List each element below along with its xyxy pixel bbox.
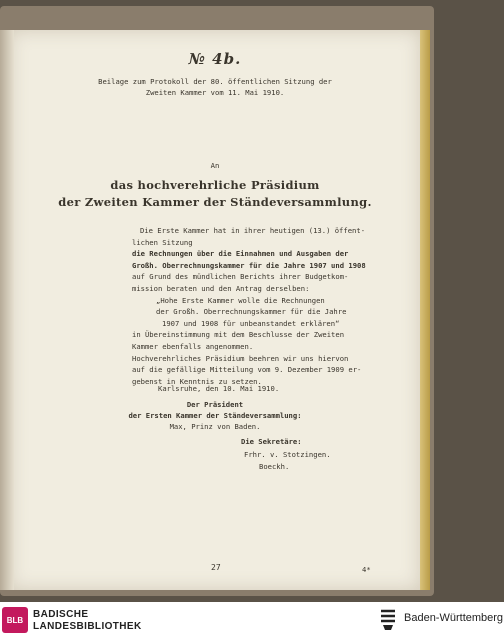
body-line: 1907 und 1908 für unbeanstandet erklären“ [162, 318, 340, 328]
addressee-an: An [210, 161, 220, 170]
body-line: Hochverehrliches Präsidium beehren wir uns hiervon [132, 353, 349, 363]
heading-line-1: das hochverehrliche Präsidium [110, 178, 320, 192]
body-line: der Großh. Oberrechnungskammer für die Jahre [156, 307, 347, 317]
body-line: gebenst in Kenntnis zu setzen. [132, 376, 262, 386]
body-line: Großh. Oberrechnungskammer für die Jahre 1907 und 1908 [132, 260, 366, 270]
heading-line-2: der Zweiten Kammer der Ständeversammlung. [58, 195, 372, 209]
president-title: Der Präsident [186, 400, 244, 409]
signature-mark: 4* [362, 565, 371, 574]
body-line: die Rechnungen über die Einnahmen und Ausgaben der [132, 249, 349, 259]
page-gutter [0, 30, 14, 590]
secretaries-title: Die Sekretäre: [241, 437, 302, 446]
beilage-line-1: Beilage zum Protokoll der 80. öffentlichen Sitzung der [98, 77, 332, 86]
body-line: auf die gefällige Mitteilung vom 9. Dezember 1909 er- [132, 365, 362, 375]
library-name-line-1: BADISCHE [33, 609, 89, 620]
secretary-1: Frhr. v. Stotzingen. [244, 450, 331, 459]
body-line: Kammer ebenfalls angenommen. [132, 341, 254, 351]
body-line: auf Grund des mündlichen Berichts ihrer Budgetkom- [132, 272, 349, 282]
page-number: 27 [211, 563, 221, 572]
secretary-2: Boeckh. [259, 462, 290, 471]
beilage-line-2: Zweiten Kammer vom 11. Mai 1910. [145, 88, 285, 97]
place-date: Karlsruhe, den 10. Mai 1910. [158, 384, 280, 393]
president-body: der Ersten Kammer der Ständeversammlung: [128, 411, 302, 420]
body-line: in Übereinstimmung mit dem Beschlusse der Zweiten [132, 330, 345, 340]
blb-logo[interactable]: BLB [2, 607, 28, 633]
body-line: lichen Sitzung [132, 237, 193, 247]
baden-wuerttemberg-lions-icon [378, 608, 398, 632]
body-line: mission beraten und den Antrag derselben: [132, 283, 310, 293]
president-name: Max, Prinz von Baden. [169, 422, 261, 431]
document-number: № 4b. [188, 50, 242, 68]
state-name[interactable]: Baden-Württemberg [404, 612, 504, 624]
gilt-edge [420, 30, 430, 590]
body-line: „Hohe Erste Kammer wolle die Rechnungen [156, 295, 325, 305]
body-line: Die Erste Kammer hat in ihrer heutigen (13.) öffent- [140, 226, 366, 235]
library-name-line-2: LANDESBIBLIOTHEK [33, 621, 142, 632]
body-text [132, 225, 366, 387]
